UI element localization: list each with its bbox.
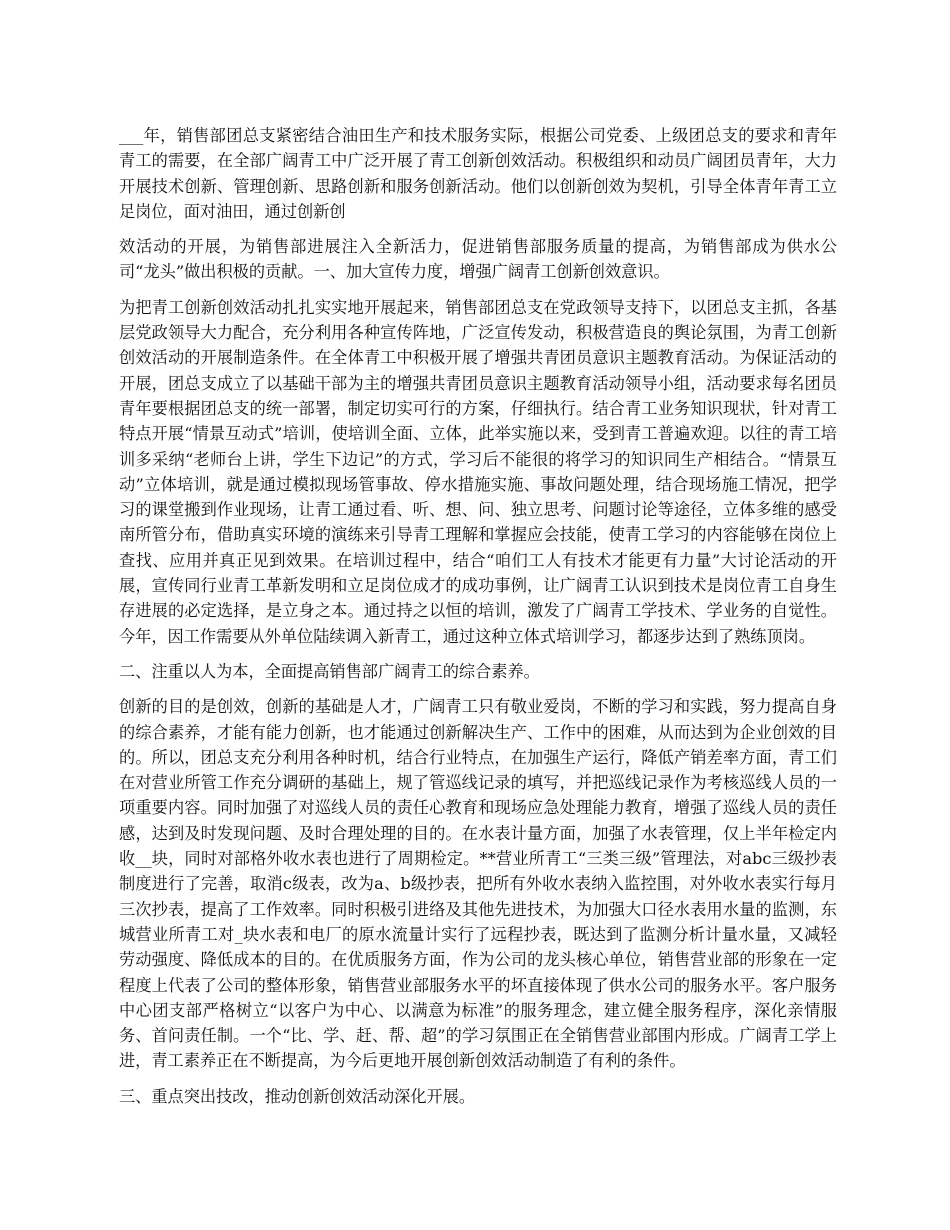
section-heading-2: 二、注重以人为本，全面提高销售部广阔青工的综合素养。 xyxy=(119,661,540,681)
paragraph-intro: ___年，销售部团总支紧密结合油田生产和技术服务实际，根据公司党委、上级团总支的要求和青年青工的需要，在全部广阔青工中广泛开展了青工创新创效活动。积极组织和动员广阔团员青年，大力开展技术创新、管理创新、思路创新和服务创新活动。他们以创新创效为契机，引导全体青年青工立足岗位，面对油田，通过创新创 xyxy=(119,126,837,221)
paragraph-quality: 创新的目的是创效，创新的基础是人才，广阔青工只有敬业爱岗，不断的学习和实践，努力提高自身的综合素养，才能有能力创新，也才能通过创新解决生产、工作中的困难，从而达到为企业创效的目的。所以，团总支充分利用各种时机，结合行业特点，在加强生产运行，降低产销差率方面，青工们在对营业所管工作充分调研的基础上，规了管巡线记录的填写，并把巡线记录作为考核巡线人员的一项重要内容。同时加强了对巡线人员的责任心教育和现场应急处理能力教育，增强了巡线人员的责任感，达到及时发现问题、及时合理处理的目的。在水表计量方面，加强了水表管理，仅上半年检定内收__块，同时对部格外收水表也进行了周期检定。**营业所青工“三类三级”管理法，对abc三级抄表制度进行了完善，取消c级表，改为a、b级抄表，把所有外收水表纳入监控围，对外收水表实行每月三次抄表，提高了工作效率。同时积极引进络及其他先进技术，为加强大口径水表用水量的监测，东城营业所青工对_块水表和电厂的原水流量计实行了远程抄表，既达到了监测分析计量水量，又减轻劳动强度、降低成本的目的。在优质服务方面，作为公司的龙头核心单位，销售营业部的形象在一定程度上代表了公司的整体形象，销售营业部服务水平的坏直接体现了供水公司的服务水平。客户服务中心团支部严格树立“以客户为中心、以满意为标准”的服务理念，建立健全服务程序，深化亲情服务、首问责任制。一个“比、学、赶、帮、超”的学习氛围正在全销售营业部围内形成。广阔青工学上进，青工素养正在不断提高，为今后更地开展创新创效活动制造了有利的条件。 xyxy=(119,697,837,1071)
section-heading-3: 三、重点突出技改，推动创新创效活动深化开展。 xyxy=(119,1086,476,1106)
paragraph-intro-continued: 效活动的开展，为销售部进展注入全新活力，促进销售部服务质量的提高，为销售部成为供水公司“龙头”做出积极的贡献。一、加大宣传力度，增强广阔青工创新创效意识。 xyxy=(119,237,837,282)
document-body xyxy=(119,123,837,1119)
paragraph-publicity: 为把青工创新创效活动扎扎实实地开展起来，销售部团总支在党政领导支持下，以团总支主抓，各基层党政领导大力配合，充分利用各种宣传阵地，广泛宣传发动，积极营造良的舆论氛围，为青工创新创效活动的开展制造条件。在全体青工中积极开展了增强共青团员意识主题教育活动。为保证活动的开展，团总支成立了以基础干部为主的增强共青团员意识主题教育活动领导小组，活动要求每名团员青年要根据团总支的统一部署，制定切实可行的方案，仔细执行。结合青工业务知识现状，针对青工特点开展“情景互动式”培训，使培训全面、立体，此举实施以来，受到青工普遍欢迎。以往的青工培训多采纳“老师台上讲，学生下边记”的方式，学习后不能很的将学习的知识同生产相结合。“情景互动”立体培训，就是通过模拟现场管事故、停水措施实施、事故问题处理，结合现场施工情况，把学习的课堂搬到作业现场，让青工通过看、听、想、问、独立思考、问题讨论等途径，立体多维的感受南所管分布，借助真实环境的演练来引导青工理解和掌握应会技能，使青工学习的内容能够在岗位上查找、应用并真正见到效果。在培训过程中，结合“咱们工人有技术才能更有力量”大讨论活动的开展，宣传同行业青工革新发明和立足岗位成才的成功事例，让广阔青工认识到技术是岗位青工自身生存进展的必定选择，是立身之本。通过持之以恒的培训，激发了广阔青工学技术、学业务的自觉性。今年，因工作需要从外单位陆续调入新青工，通过这种立体式培训学习，都逐步达到了熟练顶岗。 xyxy=(119,297,837,646)
